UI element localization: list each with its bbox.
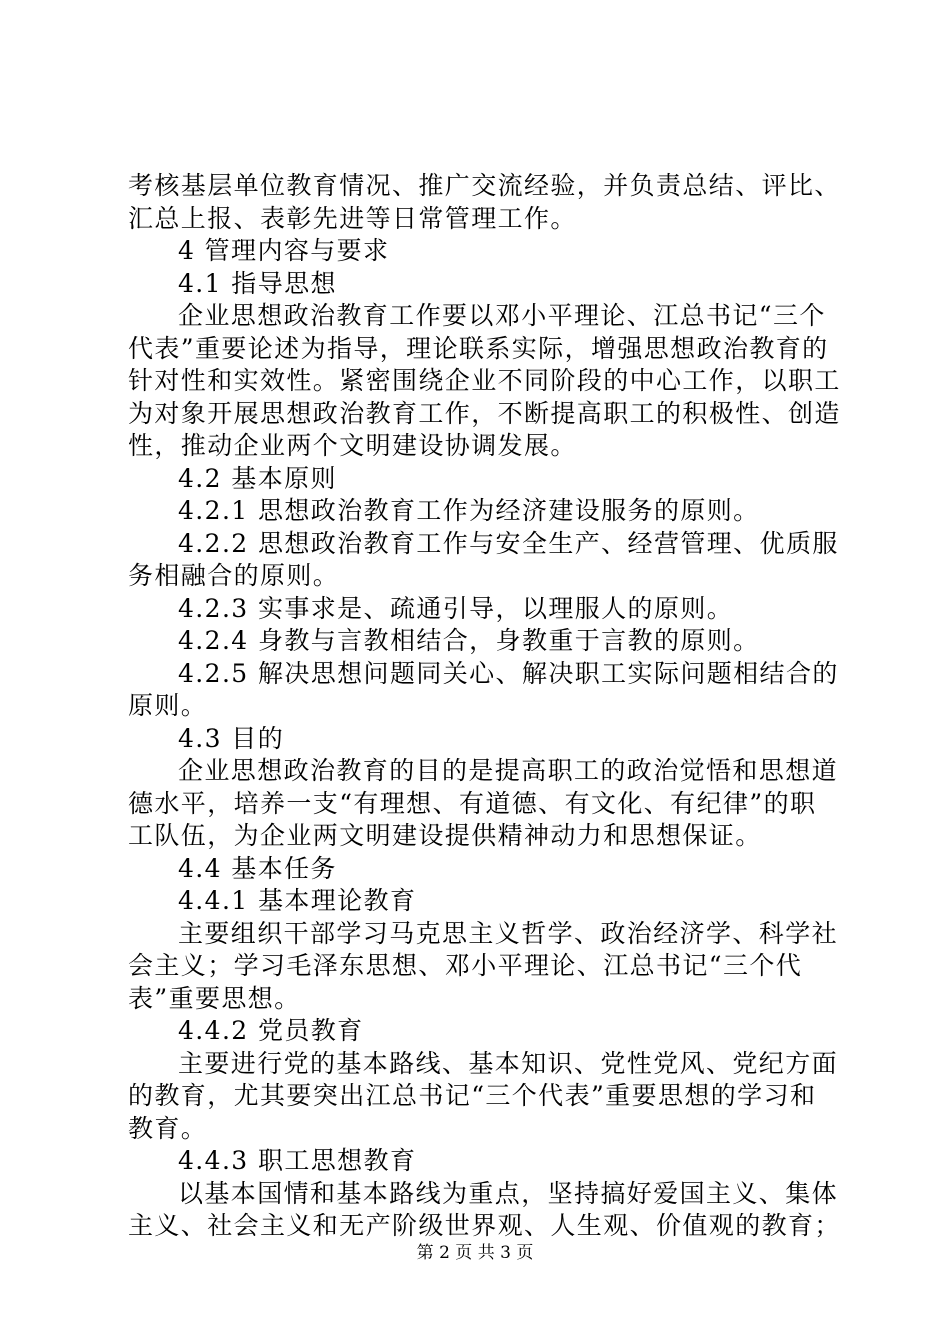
text-line: 主要组织干部学习马克思主义哲学、政治经济学、科学社 [178, 918, 839, 948]
text-line: 4.2.4 身教与言教相结合，身教重于言教的原则。 [178, 626, 760, 655]
text-line: 4 管理内容与要求 [178, 236, 390, 265]
text-line: 4.2.5 解决思想问题同关心、解决职工实际问题相结合的 [178, 658, 839, 688]
text-line: 针对性和实效性。紧密围绕企业不同阶段的中心工作，以职工 [128, 366, 841, 395]
text-line: 4.4.1 基本理论教育 [178, 886, 417, 915]
text-line: 为对象开展思想政治教育工作，不断提高职工的积极性、创造 [128, 398, 841, 428]
text-line: 4.2 基本原则 [178, 463, 337, 493]
text-line: 务相融合的原则。 [128, 561, 340, 590]
text-line: 汇总上报、表彰先进等日常管理工作。 [128, 203, 577, 233]
text-line: 会主义；学习毛泽东思想、邓小平理论、江总书记“三个代 [128, 951, 803, 980]
text-line: 表”重要思想。 [128, 983, 301, 1013]
text-line: 代表”重要论述为指导，理论联系实际，增强思想政治教育的 [128, 333, 829, 363]
text-line: 主义、社会主义和无产阶级世界观、人生观、价值观的教育； [128, 1211, 841, 1240]
text-line: 德水平，培养一支“有理想、有道德、有文化、有纪律”的职 [128, 788, 817, 818]
text-line: 4.4 基本任务 [178, 853, 337, 883]
text-line: 4.3 目的 [178, 723, 285, 753]
text-line: 4.1 指导思想 [178, 268, 337, 298]
text-line: 企业思想政治教育工作要以邓小平理论、江总书记“三个 [178, 301, 826, 330]
text-line: 企业思想政治教育的目的是提高职工的政治觉悟和思想道 [178, 756, 839, 785]
text-line: 的教育，尤其要突出江总书记“三个代表”重要思想的学习和 [128, 1081, 817, 1110]
text-line: 4.2.3 实事求是、疏通引导，以理服人的原则。 [178, 593, 734, 623]
text-line: 原则。 [128, 691, 208, 720]
text-line: 教育。 [128, 1113, 208, 1143]
page-footer: 第 2 页 共 3 页 [416, 1243, 534, 1263]
document-body [128, 170, 841, 1243]
text-line: 工队伍，为企业两文明建设提供精神动力和思想保证。 [128, 821, 762, 850]
text-line: 4.4.2 党员教育 [178, 1016, 364, 1045]
text-line: 主要进行党的基本路线、基本知识、党性党风、党纪方面 [178, 1048, 839, 1078]
text-line: 4.2.1 思想政治教育工作为经济建设服务的原则。 [178, 496, 760, 525]
text-line: 性，推动企业两个文明建设协调发展。 [128, 431, 577, 460]
text-line: 以基本国情和基本路线为重点，坚持搞好爱国主义、集体 [178, 1178, 839, 1208]
text-line: 4.2.2 思想政治教育工作与安全生产、经营管理、优质服 [178, 528, 839, 558]
text-line: 4.4.3 职工思想教育 [178, 1146, 417, 1175]
text-line: 考核基层单位教育情况、推广交流经验，并负责总结、评比、 [128, 171, 841, 200]
